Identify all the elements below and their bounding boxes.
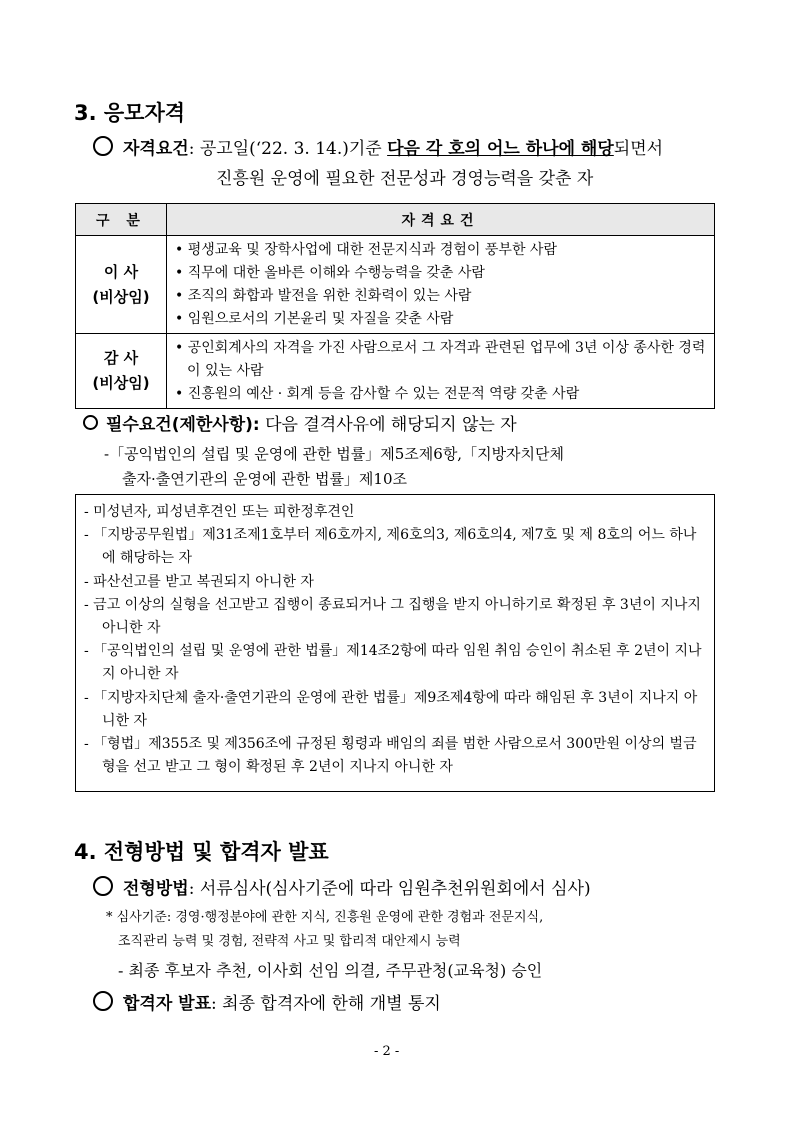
table-header-category: 구 분 [76,204,167,236]
section-4-title: 4. 전형방법 및 합격자 발표 [74,840,329,864]
disqualification-item: - 「공익법인의 설립 및 운영에 관한 법률」제14조2항에 따라 임원 취임 승인이 취소된 후 2년이 지나지 아니한 자 [84,643,702,683]
mandatory-label: 필수요건(제한사항) [106,415,253,435]
disqualification-item: - 「형법」제355조 및 제356조에 규정된 횡령과 배임의 죄를 범한 사람으로서 300만원 이상의 벌금형을 선고 받고 그 형이 확정된 후 2년이 지나지 아니한 자 [84,736,697,776]
disqualification-item: - 금고 이상의 실형을 선고받고 집행이 종료되거나 그 집행을 받지 아니하기로 확정된 후 3년이 지나지 아니한 자 [84,596,701,637]
selection-steps: - 최종 후보자 추천, 이사회 선임 의결, 주무관청(교육청) 승인 [118,961,543,980]
director-req-item: • 직무에 대한 올바른 이해와 수행능력을 갖춘 사람 [175,262,708,285]
disqualification-box [75,494,715,792]
table-row-auditor [76,334,715,409]
method-label: 전형방법 [123,879,189,899]
disqualification-item: - 파산선고를 받고 복권되지 아니한 자 [84,573,314,590]
method-line: 전형방법: 서류심사(심사기준에 따라 임원추천위원회에서 심사) [93,874,591,899]
auditor-req-item: • 진흥원의 예산 · 회계 등을 감사할 수 있는 전문적 역량 갖춘 사람 [175,383,708,406]
qualification-line-2: 진흥원 운영에 필요한 전문성과 경영능력을 갖춘 자 [216,169,594,189]
qualification-emphasis: 다음 각 호의 어느 하나에 해당 [387,139,614,159]
disqualification-item: - 「지방공무원법」제31조제1호부터 제6호까지, 제6호의3, 제6호의4, 제7호 및 제 8호의 어느 하나에 해당하는 자 [84,527,697,567]
table-header-requirements: 자격요건 [167,204,715,236]
auditor-sub-label: (비상임) [92,374,150,392]
announcement-line: 합격자 발표: 최종 합격자에 한해 개별 통지 [93,989,441,1014]
criteria-note-line-1: * 심사기준: 경영·행정분야에 관한 지식, 진흥원 운영에 관한 경험과 전문지식, [106,910,544,925]
disqualification-item: - 「지방자치단체 출자·출연기관의 운영에 관한 법률」제9조제4항에 따라 해임된 후 3년이 지나지 아니한 자 [84,689,698,729]
circle-bullet-icon [93,136,113,156]
qualification-label: 자격요건 [123,139,189,159]
auditor-label: 감 사 [103,349,139,367]
page-number: - 2 - [374,1044,400,1059]
table-row-director [76,236,715,334]
law-reference-line-1: -「공익법인의 설립 및 운영에 관한 법률」제5조제6항,「지방자치단체 [104,445,565,463]
qualification-table [75,203,715,409]
announcement-label: 합격자 발표 [123,994,212,1014]
circle-bullet-icon [93,876,113,896]
criteria-note-line-2: 조직관리 능력 및 경험, 전략적 사고 및 합리적 대안제시 능력 [118,934,461,949]
section-3-title: 3. 응모자격 [74,101,186,125]
auditor-req-item: • 공인회계사의 자격을 가진 사람으로서 그 자격과 관련된 업무에 3년 이상 종사한 경력이 있는 사람 [175,337,708,383]
director-req-item: • 임원으로서의 기본윤리 및 자질을 갖춘 사람 [175,308,708,331]
disqualification-item: - 미성년자, 피성년후견인 또는 피한정후견인 [84,504,355,520]
director-req-item: • 평생교육 및 장학사업에 대한 전문지식과 경험이 풍부한 사람 [175,239,708,262]
circle-bullet-icon [93,991,113,1011]
mandatory-line: 필수요건(제한사항): 다음 결격사유에 해당되지 않는 자 [83,410,517,435]
director-req-item: • 조직의 화합과 발전을 위한 친화력이 있는 사람 [175,285,708,308]
director-sub-label: (비상임) [92,287,150,306]
qualification-line: 자격요건: 공고일(‘22. 3. 14.)기준 다음 각 호의 어느 하나에 해당되면서 [93,134,663,159]
director-label: 이 사 [103,262,139,281]
law-reference-line-2: 출자·출연기관의 운영에 관한 법률」제10조 [122,470,408,488]
circle-bullet-icon [83,415,98,430]
